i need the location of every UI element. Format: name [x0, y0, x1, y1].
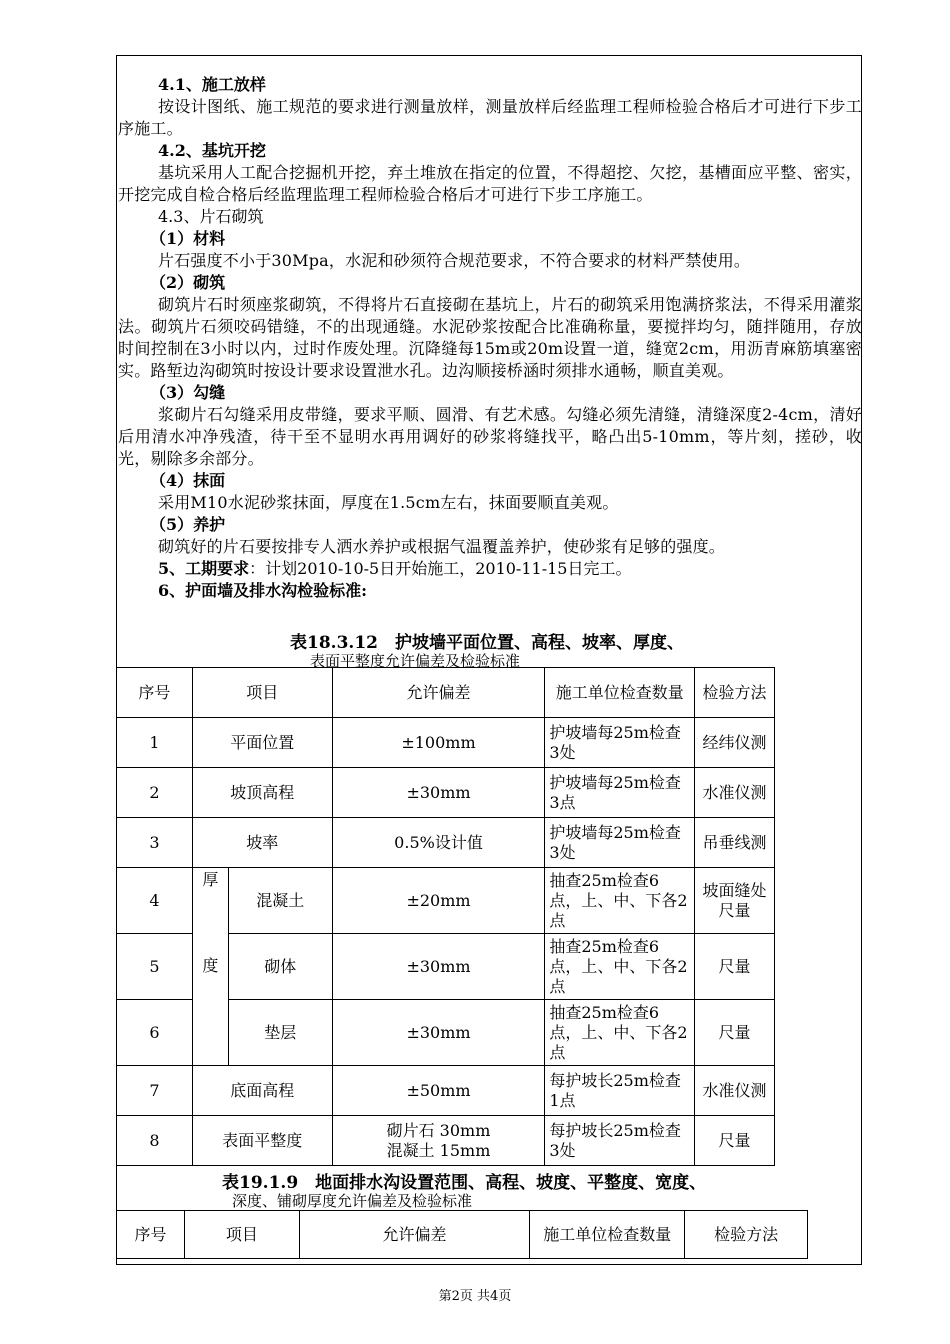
section-4-2-title: 4.2、基坑开挖	[158, 141, 266, 160]
table-row	[117, 768, 775, 818]
section-4-3-title: 4.3、片石砌筑	[158, 207, 264, 226]
row-method: 水准仪测	[695, 768, 775, 818]
row-no: 7	[117, 1066, 193, 1116]
row-no: 4	[117, 868, 193, 934]
header-no: 序号	[117, 1211, 185, 1259]
row-quantity: 抽查25m检查6点，上、中、下各2点	[545, 1000, 695, 1066]
material-title: （1）材料	[150, 229, 226, 248]
row-tolerance: ±100mm	[332, 718, 545, 768]
table-row	[117, 868, 775, 934]
tolerance-line-1: 砌片石 30mm	[386, 1120, 491, 1140]
row-quantity: 每护坡长25m检查1点	[545, 1066, 695, 1116]
row-tolerance: ±30mm	[332, 1000, 545, 1066]
row-method: 尺量	[695, 1116, 775, 1166]
tolerance-line-2: 混凝土 15mm	[386, 1140, 491, 1160]
row-quantity: 护坡墙每25m检查3处	[545, 718, 695, 768]
row-method: 吊垂线测	[695, 818, 775, 868]
row-no: 1	[117, 718, 193, 768]
row-no: 3	[117, 818, 193, 868]
row-item: 底面高程	[192, 1066, 332, 1116]
row-quantity: 每护坡长25m检查3处	[545, 1116, 695, 1166]
table2	[116, 1210, 808, 1259]
schedule-title: 5、工期要求	[158, 559, 250, 578]
thickness-label	[192, 868, 228, 1066]
material-text: 片石强度不小于30Mpa，水泥和砂须符合规范要求，不符合要求的材料严禁使用。	[158, 251, 751, 270]
row-tolerance: ±30mm	[332, 934, 545, 1000]
row-item: 垫层	[228, 1000, 332, 1066]
row-method: 经纬仪测	[695, 718, 775, 768]
row-quantity: 护坡墙每25m检查3点	[545, 768, 695, 818]
row-no: 8	[117, 1116, 193, 1166]
row-no: 2	[117, 768, 193, 818]
schedule-text: ：计划2010-10-5日开始施工，2010-11-15日完工。	[249, 559, 632, 578]
table-header-row	[117, 1211, 808, 1259]
header-tolerance: 允许偏差	[332, 668, 545, 718]
row-quantity: 护坡墙每25m检查3处	[545, 818, 695, 868]
header-tolerance: 允许偏差	[299, 1211, 530, 1259]
table1-subcaption: 表面平整度允许偏差及检验标准	[310, 652, 521, 670]
header-no: 序号	[117, 668, 193, 718]
section-4-1-text: 按设计图纸、施工规范的要求进行测量放样，测量放样后经监理工程师检验合格后才可进行下步工序施工。	[118, 97, 862, 138]
table2-subcaption: 深度、铺砌厚度允许偏差及检验标准	[232, 1192, 473, 1210]
row-tolerance: ±30mm	[332, 768, 545, 818]
header-method: 检验方法	[695, 668, 775, 718]
row-item: 平面位置	[192, 718, 332, 768]
table1-caption: 表18.3.12 护坡墙平面位置、高程、坡率、厚度、	[290, 633, 684, 653]
row-method: 水准仪测	[695, 1066, 775, 1116]
row-quantity: 抽查25m检查6点，上、中、下各2点	[545, 934, 695, 1000]
row-tolerance: ±20mm	[332, 868, 545, 934]
row-item: 混凝土	[228, 868, 332, 934]
curing-title: （5）养护	[150, 515, 226, 534]
row-tolerance: ±50mm	[332, 1066, 545, 1116]
row-quantity: 抽查25m检查6点，上、中、下各2点	[545, 868, 695, 934]
header-quantity: 施工单位检查数量	[530, 1211, 685, 1259]
masonry-text: 砌筑片石时须座浆砌筑，不得将片石直接砌在基坑上，片石的砌筑采用饱满挤浆法，不得采用灌浆法。砌筑片石须咬码错缝，不的出现通缝。水泥砂浆按配合比准确称量，要搅拌均匀，随拌随用，存放时间控制在3小时以内，过时作废处理。沉降缝每15m或20m设置一道，缝宽2cm，用沥青麻筋填塞密实。路堑边沟砌筑时按设计要求设置泄水孔。边沟顺接桥涵时须排水通畅，顺直美观。	[118, 295, 862, 380]
section-4-2-text: 基坑采用人工配合挖掘机开挖，弃土堆放在指定的位置，不得超挖、欠挖，基槽面应平整、密实，开挖完成自检合格后经监理监理工程师检验合格后才可进行下步工序施工。	[118, 163, 862, 204]
table1	[116, 667, 775, 1166]
page-footer: 第2页 共4页	[438, 1289, 512, 1304]
table-header-row	[117, 668, 775, 718]
section-6-title: 6、护面墙及排水沟检验标准:	[158, 581, 368, 600]
body-text	[118, 74, 862, 602]
header-quantity: 施工单位检查数量	[545, 668, 695, 718]
curing-text: 砌筑好的片石要按排专人洒水养护或根据气温覆盖养护，使砂浆有足够的强度。	[158, 537, 726, 556]
row-tolerance	[332, 1116, 545, 1166]
plastering-text: 采用M10水泥砂浆抹面，厚度在1.5cm左右，抹面要顺直美观。	[158, 493, 619, 512]
table-row	[117, 1116, 775, 1166]
thickness-label-top: 厚	[202, 870, 219, 889]
row-no: 6	[117, 1000, 193, 1066]
plastering-title: （4）抹面	[150, 471, 226, 490]
row-method: 尺量	[695, 934, 775, 1000]
section-4-1-title: 4.1、施工放样	[158, 75, 266, 94]
table-row	[117, 1066, 775, 1116]
schedule-line	[118, 558, 862, 580]
header-method: 检验方法	[685, 1211, 808, 1259]
row-method: 尺量	[695, 1000, 775, 1066]
row-item: 砌体	[228, 934, 332, 1000]
table-row	[117, 718, 775, 768]
row-item: 坡率	[192, 818, 332, 868]
row-tolerance: 0.5%设计值	[332, 818, 545, 868]
row-method: 坡面缝处尺量	[695, 868, 775, 934]
table-row	[117, 818, 775, 868]
masonry-title: （2）砌筑	[150, 273, 226, 292]
thickness-label-bottom: 度	[202, 956, 219, 975]
table2-caption: 表19.1.9 地面排水沟设置范围、高程、坡度、平整度、宽度、	[222, 1173, 707, 1193]
header-item: 项目	[184, 1211, 299, 1259]
header-item: 项目	[192, 668, 332, 718]
row-no: 5	[117, 934, 193, 1000]
row-item: 表面平整度	[192, 1116, 332, 1166]
pointing-title: （3）勾缝	[150, 383, 226, 402]
row-item: 坡顶高程	[192, 768, 332, 818]
pointing-text: 浆砌片石勾缝采用皮带缝，要求平顺、圆滑、有艺术感。勾缝必须先清缝，清缝深度2-4cm，清好后用清水冲净残渣，待干至不显明水再用调好的砂浆将缝找平，略凸出5-10mm，等片刻，搓砂，收光，剔除多余部分。	[118, 405, 862, 468]
